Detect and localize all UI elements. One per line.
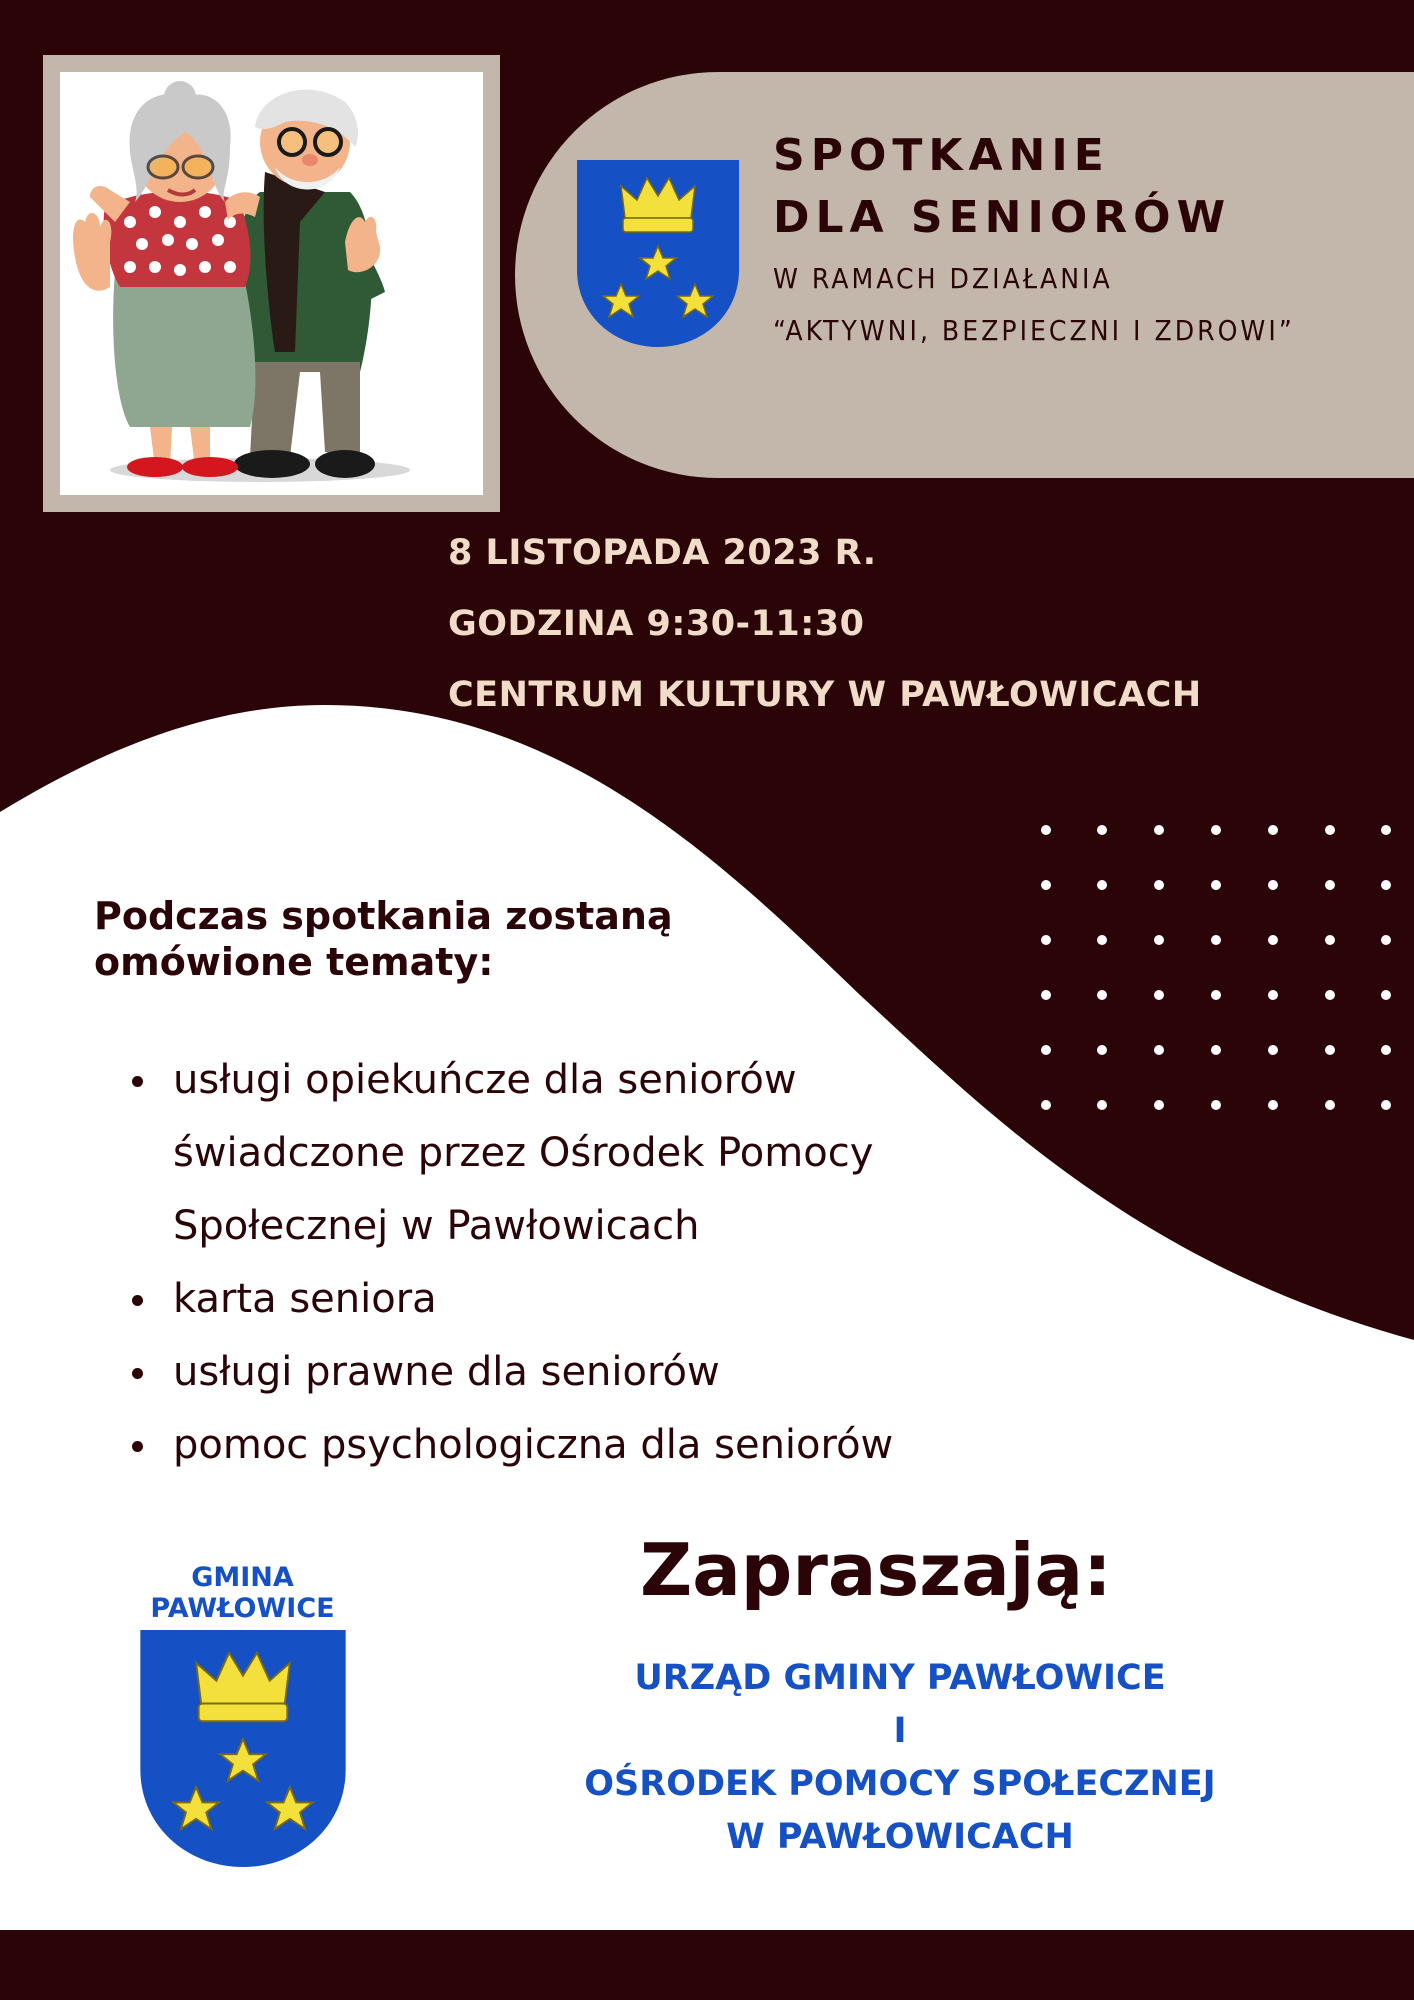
bullet-icon bbox=[132, 1295, 143, 1306]
grandpa-figure bbox=[234, 90, 385, 478]
topic-line: karta seniora bbox=[173, 1276, 437, 1322]
event-title-block bbox=[773, 125, 1295, 357]
topic-line: pomoc psychologiczna dla seniorów bbox=[173, 1422, 894, 1468]
subtitle-line-2: “AKTYWNI, BEZPIECZNI I ZDROWI” bbox=[773, 314, 1295, 347]
topic-line: usługi opiekuńcze dla seniorów bbox=[173, 1057, 797, 1103]
grandma-figure bbox=[73, 81, 260, 477]
seniors-couple-illustration bbox=[60, 72, 483, 495]
gmina-logo-label bbox=[130, 1562, 355, 1624]
event-time: GODZINA 9:30-11:30 bbox=[448, 604, 865, 644]
gmina-pawlowice-crest-icon bbox=[577, 160, 739, 347]
topics-heading-line-1: Podczas spotkania zostaną bbox=[94, 894, 673, 938]
organizers-block bbox=[520, 1652, 1280, 1864]
list-item bbox=[132, 1044, 1092, 1263]
topics-heading-line-2: omówione tematy: bbox=[94, 940, 494, 984]
organizer-line-1: URZĄD GMINY PAWŁOWICE bbox=[634, 1658, 1166, 1698]
topics-heading bbox=[94, 893, 794, 985]
gmina-label-line-1: GMINA bbox=[191, 1562, 294, 1593]
list-item bbox=[132, 1336, 1092, 1409]
bullet-icon bbox=[132, 1441, 143, 1452]
gmina-label-line-2: PAWŁOWICE bbox=[150, 1593, 335, 1624]
title-line-1: SPOTKANIE bbox=[773, 130, 1110, 181]
title-line-2: DLA SENIORÓW bbox=[773, 192, 1232, 243]
decorative-dot-grid bbox=[1038, 820, 1398, 1120]
footer-bar bbox=[0, 1930, 1414, 2000]
list-item bbox=[132, 1409, 1092, 1482]
organizer-line-4: W PAWŁOWICACH bbox=[726, 1817, 1074, 1857]
list-item bbox=[132, 1263, 1092, 1336]
event-details bbox=[448, 518, 1202, 731]
illustration-frame bbox=[43, 55, 500, 512]
organizer-line-2: I bbox=[893, 1711, 907, 1751]
subtitle-line-1: W RAMACH DZIAŁANIA bbox=[773, 262, 1113, 295]
topic-line: usługi prawne dla seniorów bbox=[173, 1349, 720, 1395]
topics-list bbox=[132, 1044, 1092, 1482]
gmina-pawlowice-crest-icon bbox=[140, 1630, 346, 1867]
bullet-icon bbox=[132, 1076, 143, 1087]
event-date: 8 LISTOPADA 2023 R. bbox=[448, 533, 877, 573]
topic-line: świadczone przez Ośrodek Pomocy bbox=[173, 1130, 874, 1176]
organizer-line-3: OŚRODEK POMOCY SPOŁECZNEJ bbox=[584, 1764, 1216, 1804]
event-place: CENTRUM KULTURY W PAWŁOWICACH bbox=[448, 675, 1202, 715]
invite-heading: Zapraszają: bbox=[640, 1528, 1112, 1612]
topic-line: Społecznej w Pawłowicach bbox=[173, 1203, 700, 1249]
bullet-icon bbox=[132, 1368, 143, 1379]
